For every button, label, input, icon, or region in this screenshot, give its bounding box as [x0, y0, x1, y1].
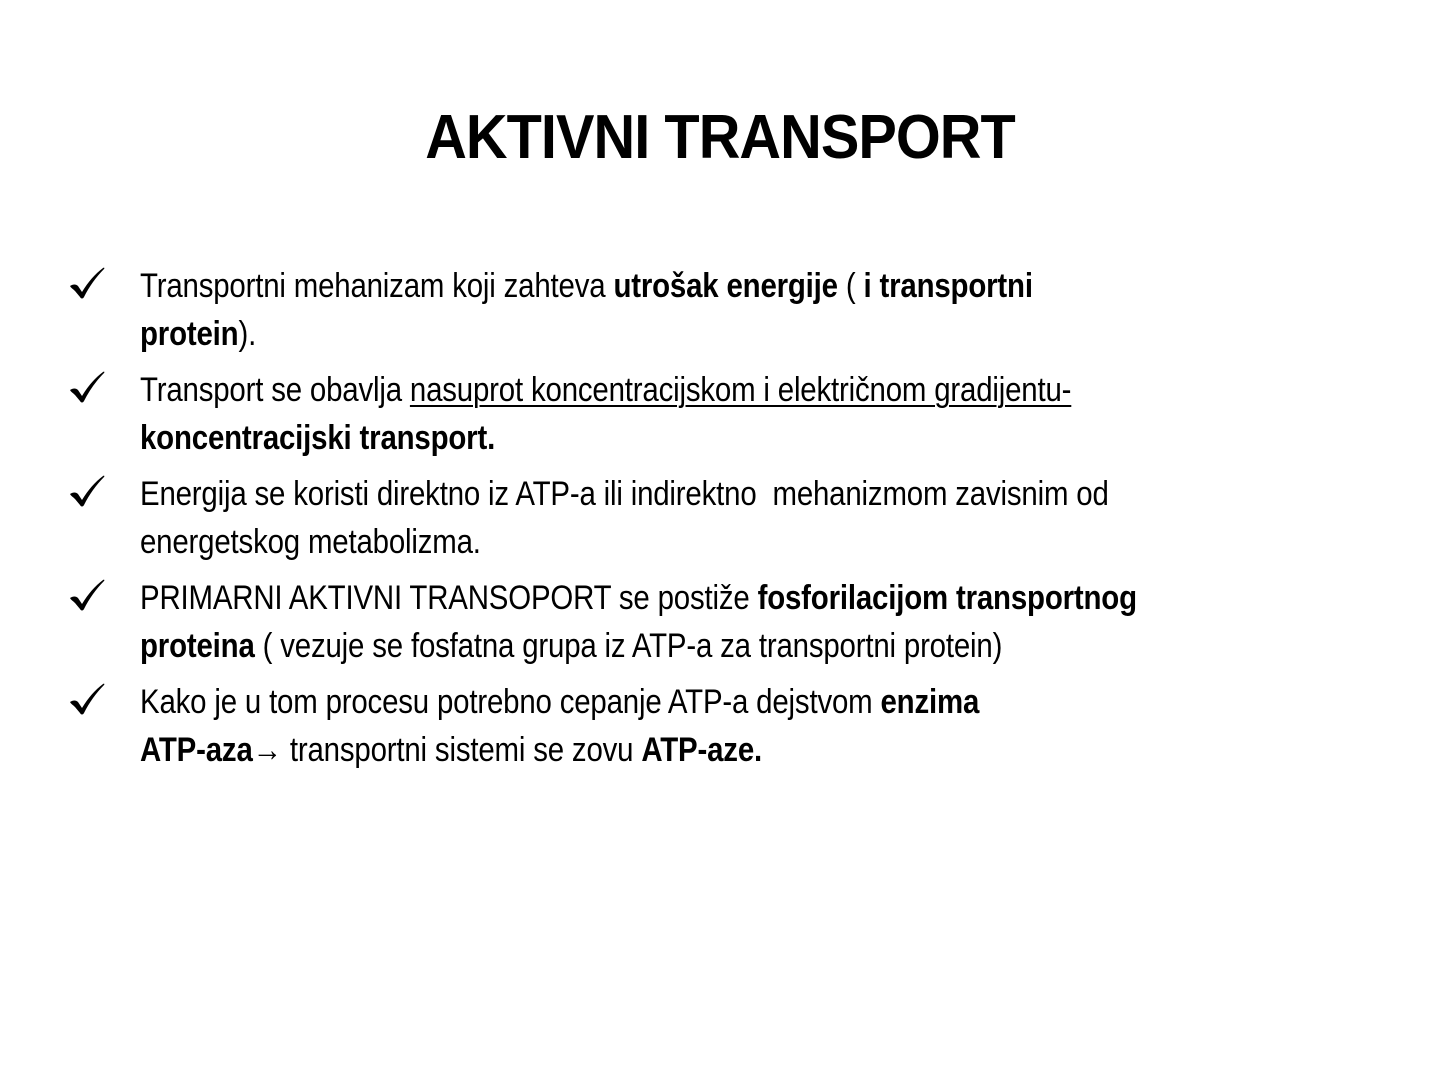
bullet-line	[140, 414, 1386, 462]
text-run-bold: i transportni	[863, 267, 1033, 305]
check-mark-icon	[66, 368, 106, 408]
text-run-bold: proteina	[140, 627, 255, 665]
text-run: (	[837, 267, 864, 305]
bullet-list	[0, 262, 1440, 774]
bullet-item	[0, 470, 1440, 566]
slide-title: AKTIVNI TRANSPORT	[425, 103, 1015, 172]
bullet-line	[140, 310, 1386, 358]
text-run: PRIMARNI AKTIVNI TRANSOPORT se postiže	[140, 579, 758, 617]
bullet-item	[0, 574, 1440, 670]
check-mark-icon	[66, 680, 106, 720]
text-run: → transportni sistemi se zovu	[252, 731, 642, 769]
bullet-line	[140, 574, 1386, 622]
text-run-bold: koncentracijski transport.	[140, 419, 496, 457]
text-run: Energija se koristi direktno iz ATP-a ili indirektno mehanizmom zavisnim od	[140, 475, 1109, 513]
bullet-item	[0, 366, 1440, 462]
text-run-bold: enzima	[880, 683, 980, 721]
bullet-line	[140, 518, 1386, 566]
text-run-bold: protein	[140, 315, 239, 353]
bullet-line	[140, 366, 1386, 414]
bullet-line	[140, 726, 1386, 774]
bullet-line	[140, 622, 1386, 670]
bullet-line	[140, 470, 1386, 518]
bullet-item	[0, 262, 1440, 358]
text-run: ).	[238, 315, 257, 353]
text-run: ( vezuje se fosfatna grupa iz ATP-a za transportni protein)	[254, 627, 1003, 665]
text-run-bold: ATP-aza	[140, 731, 253, 769]
text-run-bold: fosforilacijom transportnog	[757, 579, 1137, 617]
bullet-line	[140, 262, 1386, 310]
text-run-bold: ATP-aze.	[641, 731, 763, 769]
text-run-bold: utrošak energije	[613, 267, 838, 305]
text-run: Transportni mehanizam koji zahteva	[140, 267, 614, 305]
bullet-item	[0, 678, 1440, 774]
text-run-underline: nasuprot koncentracijskom i električnom gradijentu-	[409, 371, 1072, 409]
text-run: energetskog metabolizma.	[140, 523, 481, 561]
check-mark-icon	[66, 576, 106, 616]
check-mark-icon	[66, 472, 106, 512]
text-run: Transport se obavlja	[140, 371, 410, 409]
bullet-line	[140, 678, 1386, 726]
text-run: Kako je u tom procesu potrebno cepanje ATP-a dejstvom	[140, 683, 881, 721]
check-mark-icon	[66, 264, 106, 304]
